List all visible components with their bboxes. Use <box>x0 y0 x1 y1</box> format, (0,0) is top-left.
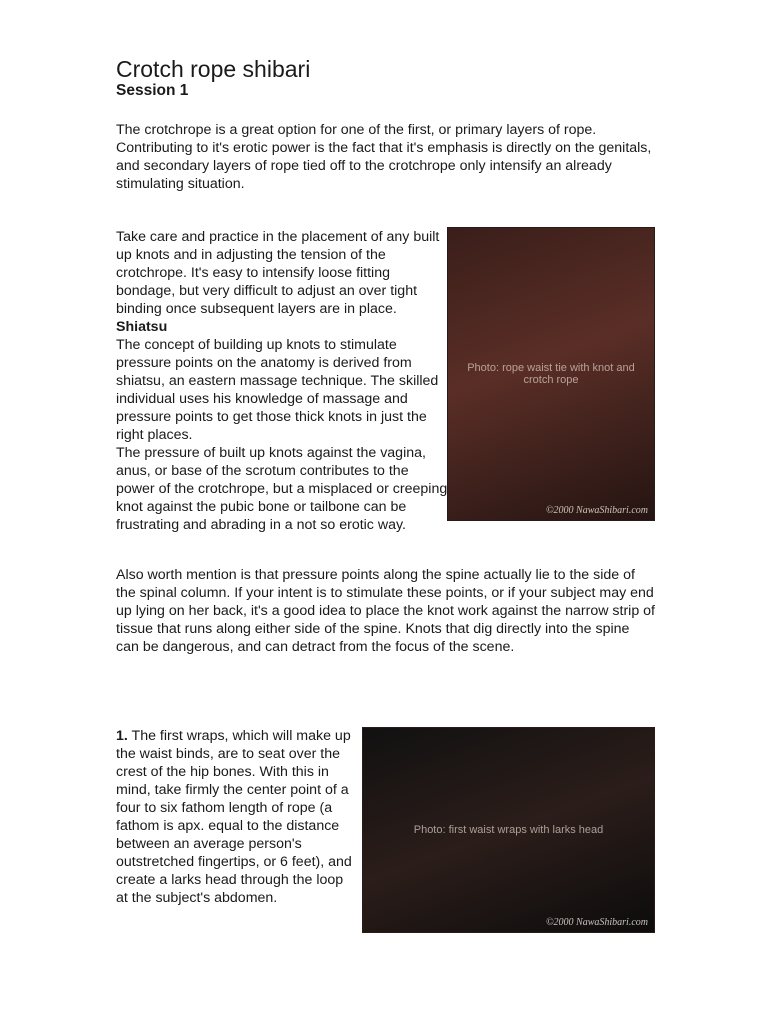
photo-crotch-rope <box>447 227 655 521</box>
photo-watermark: ©2000 NawaShibari.com <box>545 505 648 516</box>
document-subtitle: Session 1 <box>116 82 189 99</box>
intro-paragraph: The crotchrope is a great option for one of the first, or primary layers of rope. Contributing to it's erotic power is the fact that it's emphasis is directly on the genitals, and secondary layers of rope tied off to the crotchrope only intensify an already stimulating situation. <box>116 122 652 192</box>
step-number: 1. <box>116 728 128 744</box>
step-1 <box>116 727 352 907</box>
shiatsu-paragraph-1: The concept of building up knots to stimulate pressure points on the anatomy is derived from shiatsu, an eastern massage technique. The skilled individual uses his knowledge of massage and pressure points to get those thick knots in just the right places. <box>116 337 439 443</box>
spine-paragraph: Also worth mention is that pressure points along the spine actually lie to the side of the spinal column. If your intent is to stimulate these points, or if your subject may end up lying on her back, it's a good idea to place the knot work against the narrow strip of tissue that runs along either side of the spine. Knots that dig directly into the spine can be dangerous, and can detract from the focus of the scene. <box>116 567 655 655</box>
care-paragraph: Take care and practice in the placement of any built up knots and in adjusting the tension of the crotchrope. It's easy to intensify loose fitting bondage, but very difficult to adjust an over tight binding once subsequent layers are in place. <box>116 229 440 317</box>
shiatsu-heading: Shiatsu <box>116 319 168 335</box>
care-and-shiatsu-section <box>116 228 448 534</box>
photo-label: Photo: rope waist tie with knot and crotch rope <box>467 362 635 386</box>
photo-label: Photo: first waist wraps with larks head <box>413 824 604 836</box>
photo-watermark: ©2000 NawaShibari.com <box>545 917 648 928</box>
step-text: The first wraps, which will make up the waist binds, are to seat over the crest of the hip bones. With this in mind, take firmly the center point of a four to six fathom length of rope (a fathom is apx. equal to the distance between an average person's outstretched fingertips, or 6 feet), and create a larks head through the loop at the subject's abdomen. <box>116 728 352 906</box>
shiatsu-paragraph-2: The pressure of built up knots against the vagina, anus, or base of the scrotum contributes to the power of the crotchrope, but a misplaced or creeping knot against the pubic bone or tailbone can be frustrating and abrading in a not so erotic way. <box>116 445 448 533</box>
photo-waist-wraps <box>362 727 655 933</box>
document-title: Crotch rope shibari <box>116 56 311 82</box>
